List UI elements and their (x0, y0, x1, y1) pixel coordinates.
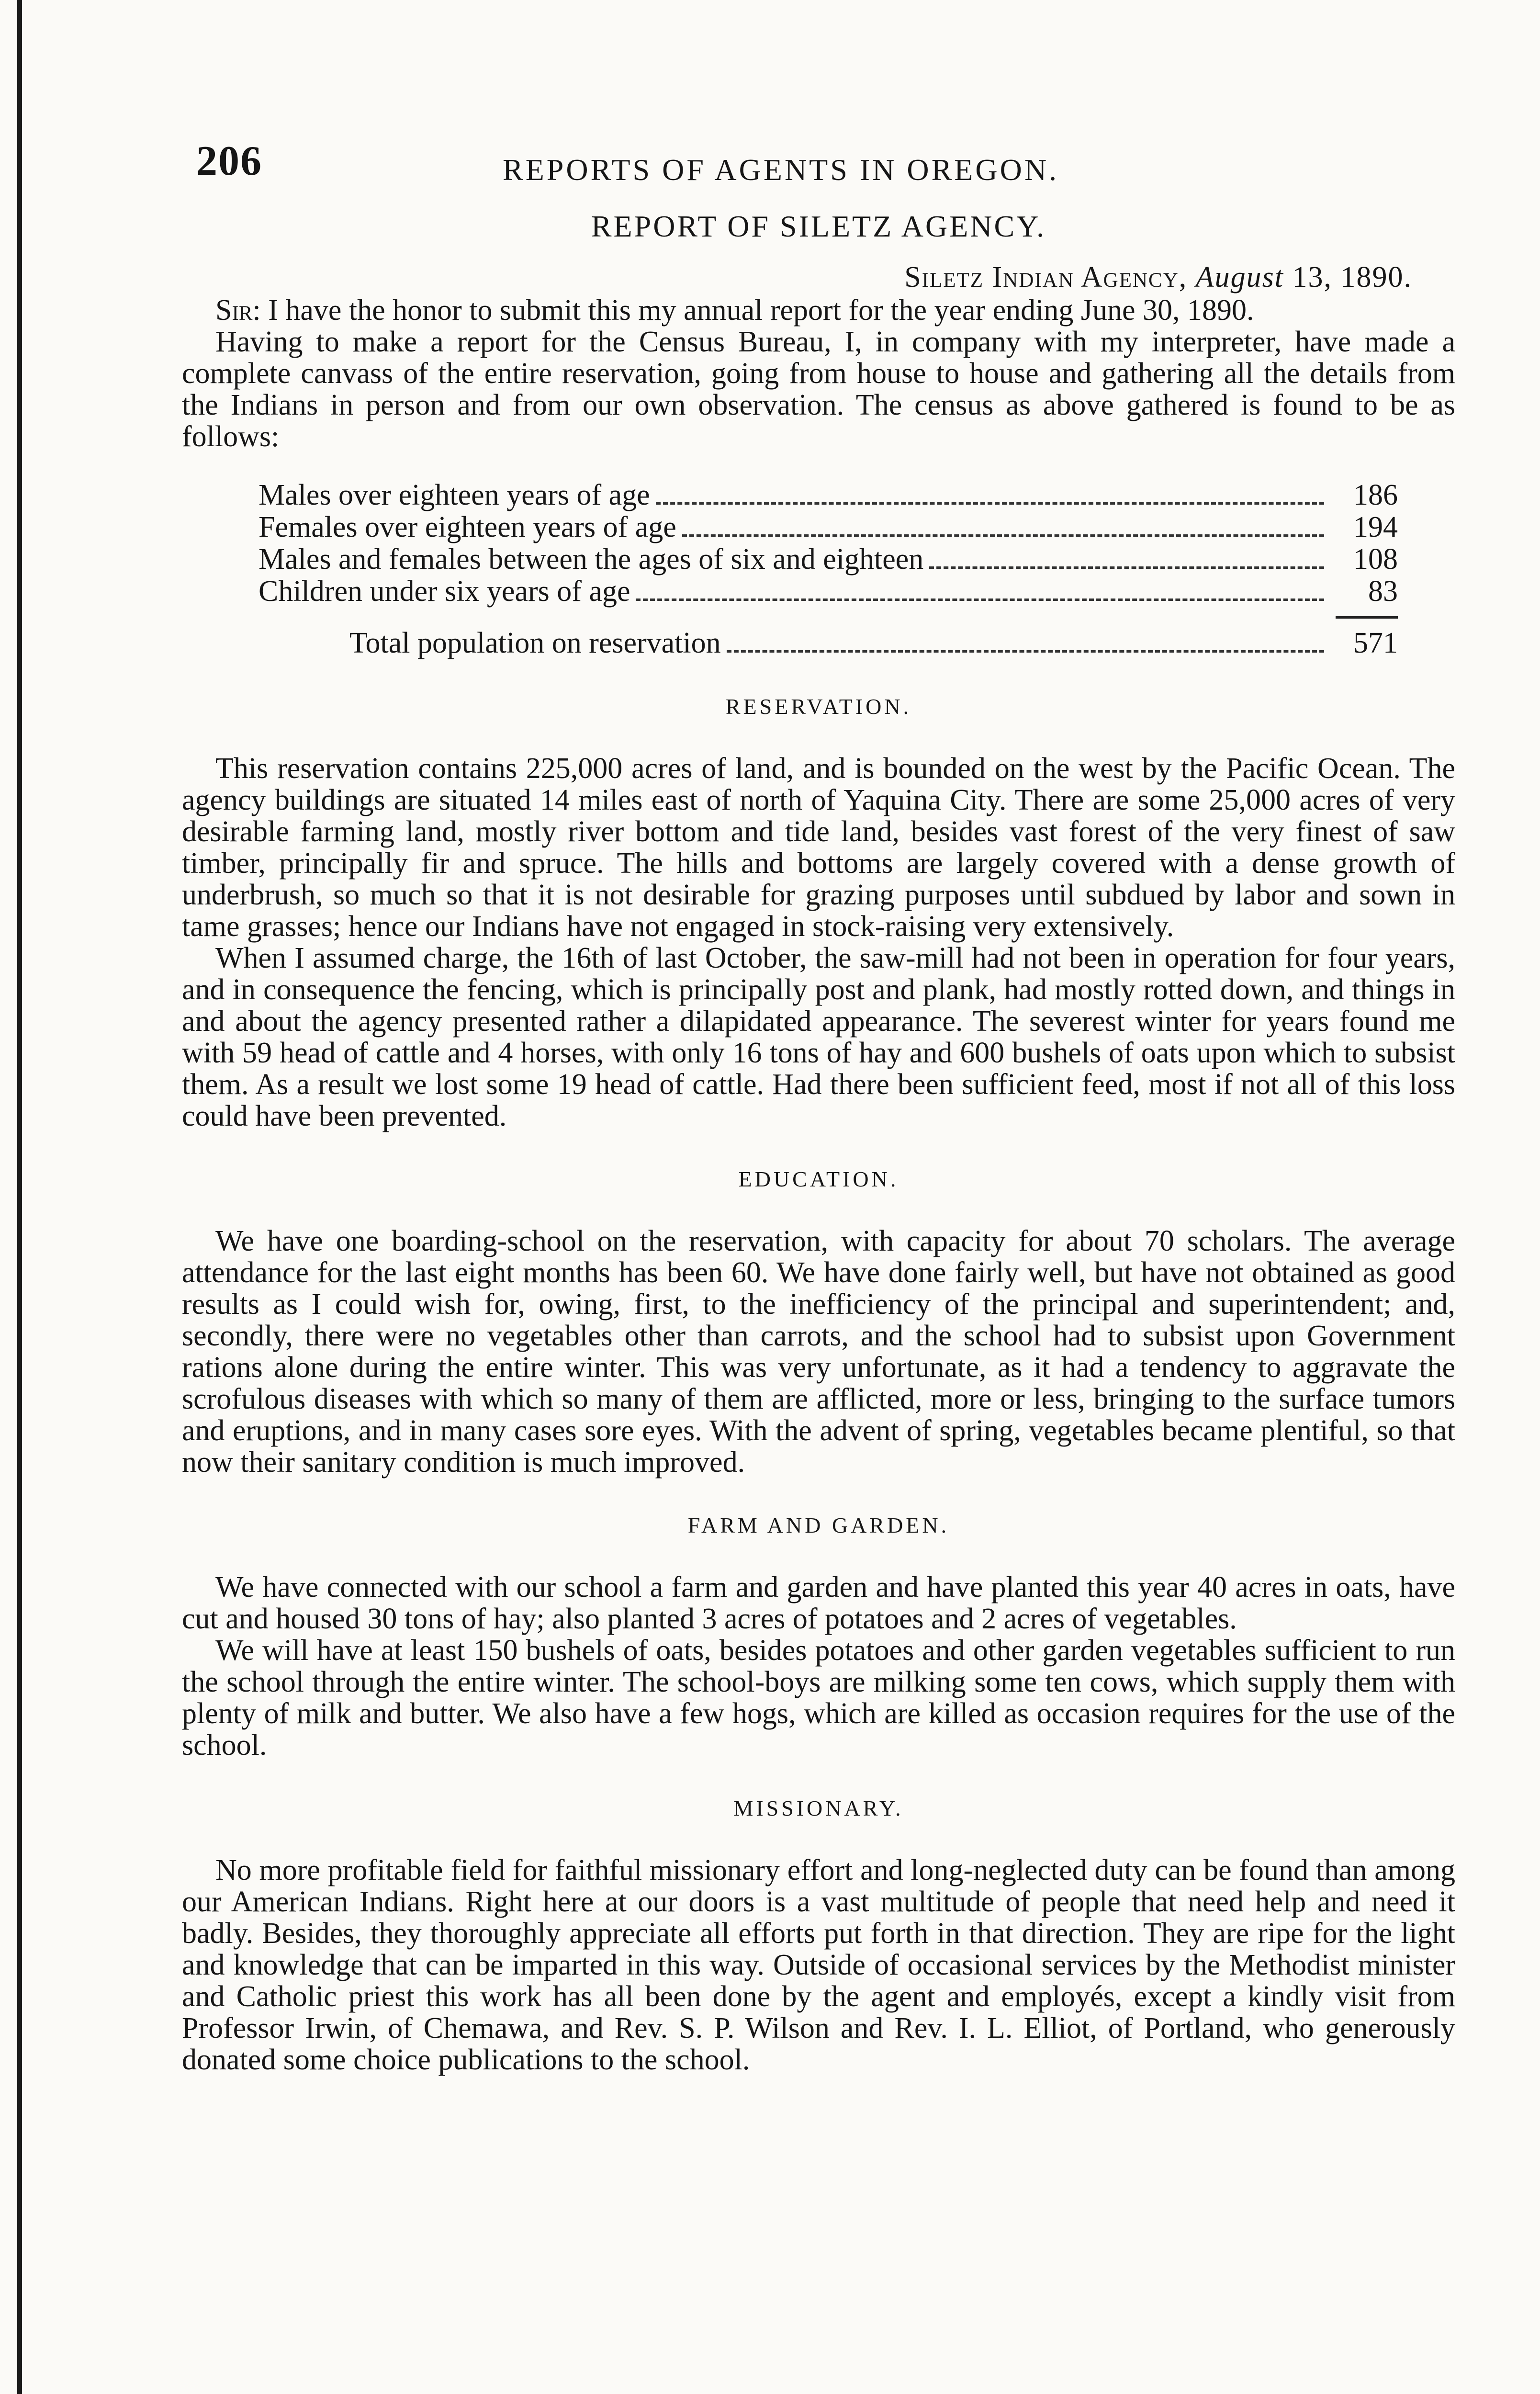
section-heading-education: EDUCATION. (738, 1167, 899, 1191)
page-header (182, 129, 1455, 192)
leader-dots (656, 502, 1324, 505)
reservation-paragraph-2: When I assumed charge, the 16th of last October, the saw-mill had not been in operation for four years, and in consequence the fencing, which is principally post and plank, had mostly rotted down, and things in and about the agency presented rather a dilapidated appearance. The severest winter for years found me with 59 head of cattle and 4 horses, with only 16 tons of hay and 600 bushels of oats upon which to subsist them. As a result we lost some 19 head of cattle. Had there been sufficient feed, most if not all of this loss could have been prevented. (182, 942, 1455, 1132)
dateline-rest: 13, 1890. (1292, 261, 1412, 294)
census-total-value: 571 (1353, 627, 1398, 659)
census-row (259, 576, 1398, 608)
section-heading-farm: FARM AND GARDEN. (687, 1513, 950, 1537)
census-row (259, 543, 1398, 576)
leader-dots (682, 534, 1324, 537)
total-rule (1336, 616, 1398, 619)
dateline-month: August (1195, 261, 1284, 294)
text-column (182, 129, 1455, 2076)
scan-edge-left (17, 0, 22, 2394)
census-row-value: 186 (1353, 479, 1398, 511)
leader-dots (929, 566, 1324, 569)
census-row (259, 511, 1398, 543)
census-row-label: Females over eighteen years of age (259, 511, 676, 543)
leader-dots (727, 650, 1324, 653)
reservation-paragraph-1: This reservation contains 225,000 acres of land, and is bounded on the west by the Pacific Ocean. The agency buildings are situated 14 miles east of north of Yaquina City. There are some 25,000 acres of very desirable farming land, mostly river bottom and tide land, besides vast forest of the very finest of saw timber, principally fir and spruce. The hills and bottoms are largely covered with a dense growth of underbrush, so much so that it is not desirable for grazing purposes until subdued by labor and sown in tame grasses; hence our Indians have not engaged in stock-raising very extensively. (182, 752, 1455, 943)
report-title: REPORT OF SILETZ AGENCY. (591, 209, 1046, 243)
census-row-label: Children under six years of age (259, 575, 630, 608)
dateline-place: Siletz Indian Agency, (904, 261, 1188, 294)
intro-paragraph-1 (182, 294, 1455, 326)
running-title: REPORTS OF AGENTS IN OREGON. (503, 153, 1059, 187)
intro-paragraph-2: Having to make a report for the Census Bureau, I, in company with my interpreter, have made a complete canvass of the entire reservation, going from house to house and gathering all the details from the Indians in person and from our own observation. The census as above gathered is found to be as follows: (182, 326, 1455, 453)
census-row-label: Males and females between the ages of six and eighteen (259, 543, 924, 576)
census-row-value: 194 (1353, 511, 1398, 543)
missionary-paragraph-1: No more profitable field for faithful missionary effort and long-neglected duty can be found than among our American Indians. Right here at our doors is a vast multitude of people that need help and need it badly. Besides, they thoroughly appreciate all efforts put forth in that direction. They are ripe for the light and knowledge that can be imparted in this way. Outside of occasional services by the Methodist minister and Catholic priest this work has all been done by the agent and employés, except a kindly visit from Professor Irwin, of Chemawa, and Rev. S. P. Wilson and Rev. I. L. Elliot, of Portland, who generously donated some choice publications to the school. (182, 1854, 1455, 2076)
section-heading-reservation: RESERVATION. (725, 694, 912, 719)
page-number: 206 (196, 138, 262, 184)
education-paragraph-1: We have one boarding-school on the reservation, with capacity for about 70 scholars. The average attendance for the last eight months has been 60. We have done fairly well, but have not obtained as good results as I could wish for, owing, first, to the inefficiency of the principal and superintendent; and, secondly, there were no vegetables other than carrots, and the school had to subsist upon Government rations alone during the entire winter. This was very unfortunate, as it had a tendency to aggravate the scrofulous diseases with which so many of them are afflicted, more or less, bringing to the surface tumors and eruptions, and in many cases sore eyes. With the advent of spring, vegetables became plentiful, so that now their sanitary condition is much improved. (182, 1225, 1455, 1479)
census-total-row (259, 627, 1398, 659)
leader-dots (636, 598, 1324, 601)
dateline (182, 260, 1455, 294)
census-table (259, 479, 1398, 659)
census-row-value: 108 (1353, 543, 1398, 576)
census-row (259, 479, 1398, 511)
farm-paragraph-2: We will have at least 150 bushels of oats, besides potatoes and other garden vegetables sufficient to run the school through the entire winter. The school-boys are milking some ten cows, which supply them with plenty of milk and butter. We also have a few hogs, which are killed as occasion requires for the use of the school. (182, 1634, 1455, 1762)
salutation: Sir: (215, 294, 261, 327)
intro-text-1: I have the honor to submit this my annual report for the year ending June 30, 1890. (268, 294, 1254, 327)
farm-paragraph-1: We have connected with our school a farm and garden and have planted this year 40 acres in oats, have cut and housed 30 tons of hay; also planted 3 acres of potatoes and 2 acres of vegetables. (182, 1571, 1455, 1635)
section-heading-missionary: MISSIONARY. (733, 1796, 904, 1820)
census-total-label: Total population on reservation (349, 627, 721, 659)
census-row-value: 83 (1368, 575, 1398, 608)
census-row-label: Males over eighteen years of age (259, 479, 650, 511)
